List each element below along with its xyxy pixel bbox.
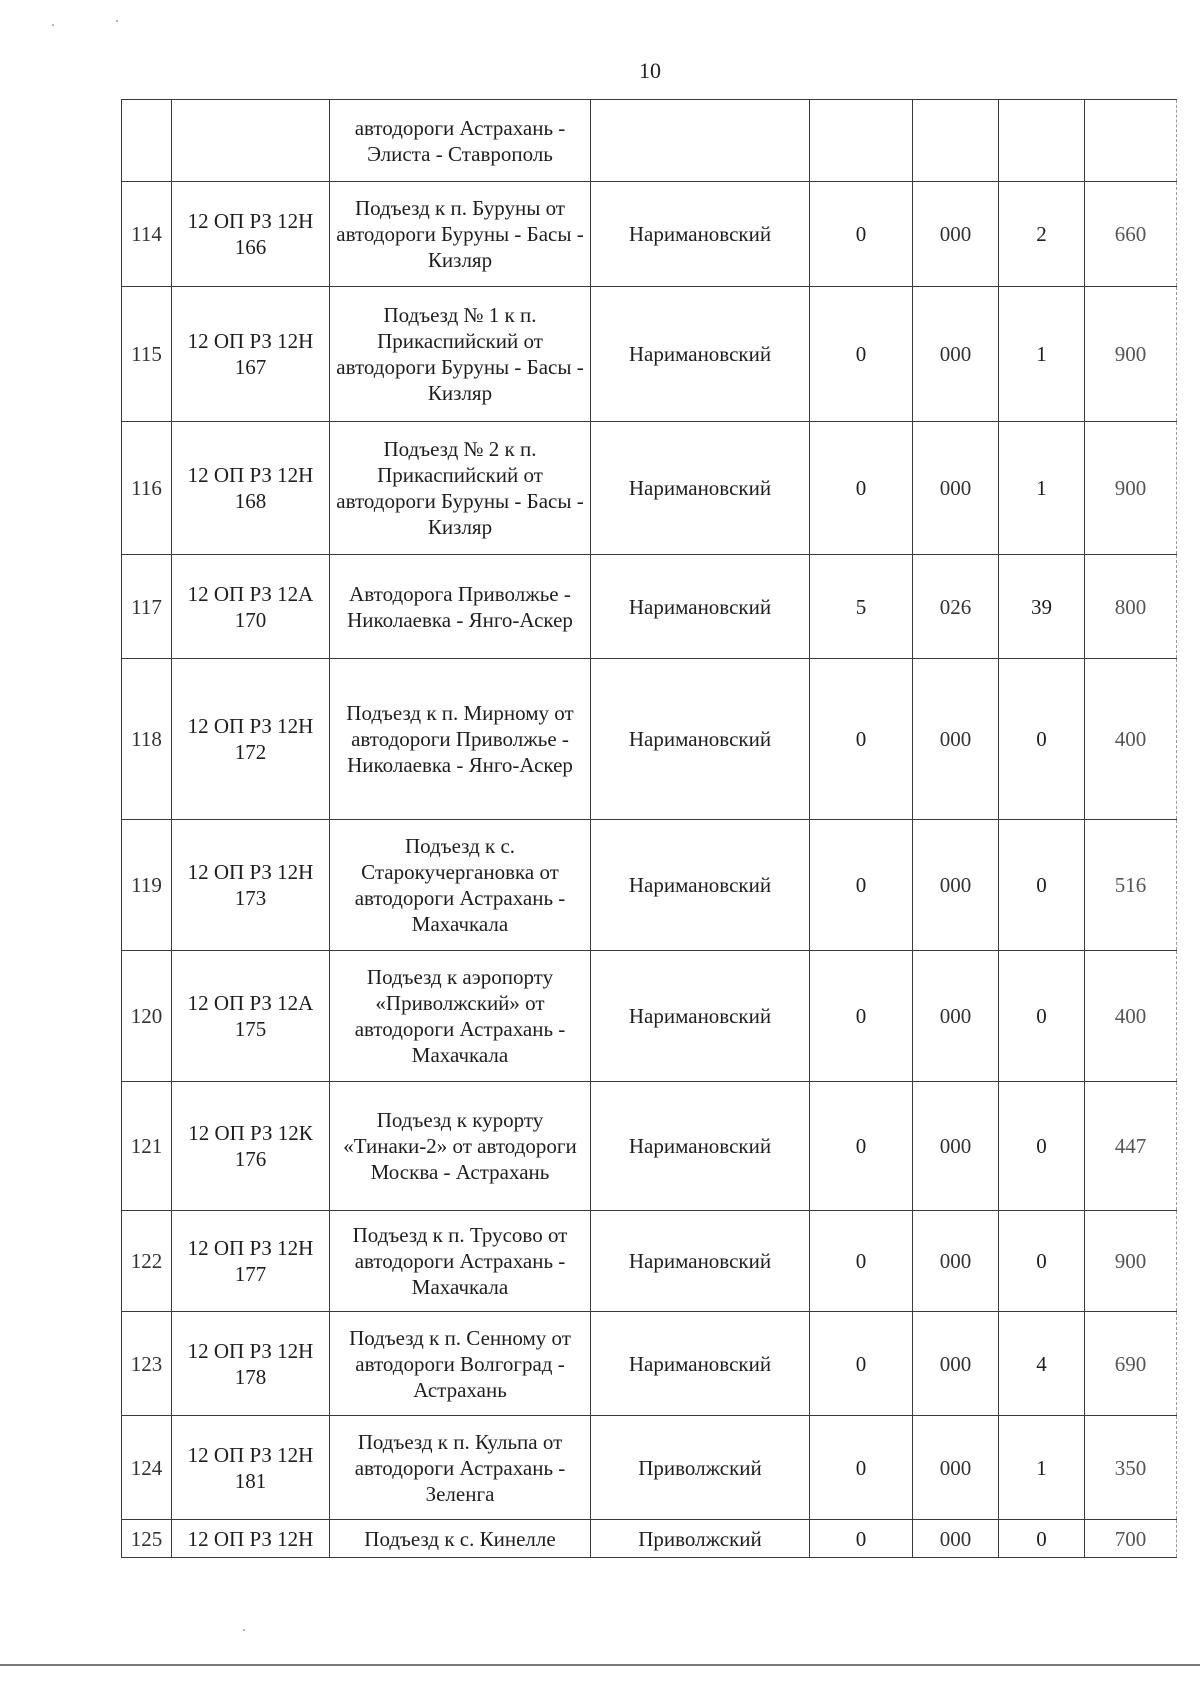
road-name-cell: Подъезд № 2 к п. Прикаспийский от автодороги Буруны - Басы - Кизляр <box>330 422 591 555</box>
start-km-cell: 0 <box>810 951 913 1082</box>
length-km-cell: 1 <box>999 1416 1085 1520</box>
row-number-cell: 115 <box>122 287 172 422</box>
length-m-cell: 700 <box>1085 1520 1177 1558</box>
length-km-cell <box>999 100 1085 182</box>
table-row <box>122 100 1177 182</box>
length-m-cell: 900 <box>1085 287 1177 422</box>
table-row <box>122 659 1177 820</box>
row-number-cell: 123 <box>122 1312 172 1416</box>
start-km-cell: 0 <box>810 659 913 820</box>
start-m-cell: 000 <box>913 287 999 422</box>
start-m-cell: 000 <box>913 182 999 287</box>
length-km-cell: 0 <box>999 1082 1085 1211</box>
roads-registry-table <box>121 99 1177 1558</box>
length-m-cell: 690 <box>1085 1312 1177 1416</box>
district-cell: Наримановский <box>591 1312 810 1416</box>
start-km-cell: 0 <box>810 287 913 422</box>
length-km-cell: 39 <box>999 555 1085 659</box>
road-name-cell: Подъезд к аэропорту «Приволжский» от автодороги Астрахань - Махачкала <box>330 951 591 1082</box>
page-bottom-rule <box>0 1664 1200 1666</box>
length-m-cell: 900 <box>1085 1211 1177 1312</box>
road-name-cell: Подъезд к с. Кинелле <box>330 1520 591 1558</box>
start-km-cell: 0 <box>810 1312 913 1416</box>
start-m-cell: 026 <box>913 555 999 659</box>
district-cell: Наримановский <box>591 422 810 555</box>
road-name-cell: Подъезд к п. Трусово от автодороги Астрахань - Махачкала <box>330 1211 591 1312</box>
scan-speck <box>243 1629 245 1631</box>
length-m-cell: 400 <box>1085 951 1177 1082</box>
district-cell: Приволжский <box>591 1520 810 1558</box>
table-row <box>122 422 1177 555</box>
table-row <box>122 951 1177 1082</box>
length-m-cell: 350 <box>1085 1416 1177 1520</box>
road-name-cell: автодороги Астрахань - Элиста - Ставрополь <box>330 100 591 182</box>
road-code-cell: 12 ОП РЗ 12Н 177 <box>172 1211 330 1312</box>
table-row <box>122 182 1177 287</box>
start-km-cell: 0 <box>810 1416 913 1520</box>
start-km-cell: 0 <box>810 1082 913 1211</box>
length-km-cell: 0 <box>999 1211 1085 1312</box>
road-code-cell: 12 ОП РЗ 12Н 172 <box>172 659 330 820</box>
district-cell: Наримановский <box>591 182 810 287</box>
row-number-cell <box>122 100 172 182</box>
length-m-cell: 900 <box>1085 422 1177 555</box>
length-km-cell: 0 <box>999 1520 1085 1558</box>
road-code-cell: 12 ОП РЗ 12К 176 <box>172 1082 330 1211</box>
start-m-cell: 000 <box>913 659 999 820</box>
district-cell: Наримановский <box>591 555 810 659</box>
road-code-cell: 12 ОП РЗ 12Н 168 <box>172 422 330 555</box>
start-m-cell: 000 <box>913 422 999 555</box>
length-km-cell: 4 <box>999 1312 1085 1416</box>
district-cell: Наримановский <box>591 1211 810 1312</box>
start-m-cell: 000 <box>913 1082 999 1211</box>
row-number-cell: 120 <box>122 951 172 1082</box>
road-code-cell: 12 ОП РЗ 12А 175 <box>172 951 330 1082</box>
row-number-cell: 114 <box>122 182 172 287</box>
start-km-cell: 0 <box>810 1211 913 1312</box>
table-row <box>122 1416 1177 1520</box>
start-m-cell: 000 <box>913 1520 999 1558</box>
table-row <box>122 1082 1177 1211</box>
table-row <box>122 555 1177 659</box>
start-km-cell <box>810 100 913 182</box>
length-m-cell: 660 <box>1085 182 1177 287</box>
start-m-cell <box>913 100 999 182</box>
table-row <box>122 820 1177 951</box>
row-number-cell: 117 <box>122 555 172 659</box>
road-name-cell: Подъезд к п. Мирному от автодороги Приволжье - Николаевка - Янго-Аскер <box>330 659 591 820</box>
length-m-cell: 400 <box>1085 659 1177 820</box>
district-cell: Наримановский <box>591 287 810 422</box>
road-name-cell: Подъезд к п. Сенному от автодороги Волгоград - Астрахань <box>330 1312 591 1416</box>
district-cell: Наримановский <box>591 820 810 951</box>
length-km-cell: 0 <box>999 820 1085 951</box>
road-code-cell: 12 ОП РЗ 12Н 173 <box>172 820 330 951</box>
road-name-cell: Подъезд к п. Буруны от автодороги Буруны - Басы - Кизляр <box>330 182 591 287</box>
table-row <box>122 1211 1177 1312</box>
length-km-cell: 1 <box>999 422 1085 555</box>
table-row <box>122 287 1177 422</box>
row-number-cell: 116 <box>122 422 172 555</box>
length-m-cell: 447 <box>1085 1082 1177 1211</box>
district-cell: Наримановский <box>591 659 810 820</box>
road-name-cell: Подъезд к курорту «Тинаки-2» от автодороги Москва - Астрахань <box>330 1082 591 1211</box>
road-code-cell: 12 ОП РЗ 12Н <box>172 1520 330 1558</box>
road-code-cell: 12 ОП РЗ 12А 170 <box>172 555 330 659</box>
row-number-cell: 124 <box>122 1416 172 1520</box>
road-code-cell <box>172 100 330 182</box>
row-number-cell: 122 <box>122 1211 172 1312</box>
district-cell: Наримановский <box>591 1082 810 1211</box>
length-km-cell: 1 <box>999 287 1085 422</box>
start-m-cell: 000 <box>913 951 999 1082</box>
road-code-cell: 12 ОП РЗ 12Н 181 <box>172 1416 330 1520</box>
length-m-cell: 516 <box>1085 820 1177 951</box>
table-row <box>122 1312 1177 1416</box>
start-km-cell: 0 <box>810 182 913 287</box>
start-m-cell: 000 <box>913 820 999 951</box>
start-km-cell: 0 <box>810 422 913 555</box>
road-code-cell: 12 ОП РЗ 12Н 166 <box>172 182 330 287</box>
start-m-cell: 000 <box>913 1312 999 1416</box>
length-km-cell: 2 <box>999 182 1085 287</box>
start-km-cell: 5 <box>810 555 913 659</box>
district-cell: Наримановский <box>591 951 810 1082</box>
length-m-cell <box>1085 100 1177 182</box>
start-m-cell: 000 <box>913 1416 999 1520</box>
table-row <box>122 1520 1177 1558</box>
row-number-cell: 125 <box>122 1520 172 1558</box>
row-number-cell: 119 <box>122 820 172 951</box>
district-cell: Приволжский <box>591 1416 810 1520</box>
road-code-cell: 12 ОП РЗ 12Н 167 <box>172 287 330 422</box>
district-cell <box>591 100 810 182</box>
page-number: 10 <box>639 58 661 83</box>
road-name-cell: Автодорога Приволжье - Николаевка - Янго-Аскер <box>330 555 591 659</box>
start-km-cell: 0 <box>810 820 913 951</box>
road-code-cell: 12 ОП РЗ 12Н 178 <box>172 1312 330 1416</box>
table-body <box>122 100 1177 1558</box>
length-km-cell: 0 <box>999 951 1085 1082</box>
row-number-cell: 118 <box>122 659 172 820</box>
row-number-cell: 121 <box>122 1082 172 1211</box>
road-name-cell: Подъезд к п. Кульпа от автодороги Астрахань - Зеленга <box>330 1416 591 1520</box>
scan-speck <box>116 20 118 22</box>
start-m-cell: 000 <box>913 1211 999 1312</box>
road-name-cell: Подъезд № 1 к п. Прикаспийский от автодороги Буруны - Басы - Кизляр <box>330 287 591 422</box>
start-km-cell: 0 <box>810 1520 913 1558</box>
length-km-cell: 0 <box>999 659 1085 820</box>
road-name-cell: Подъезд к с. Старокучергановка от автодороги Астрахань - Махачкала <box>330 820 591 951</box>
length-m-cell: 800 <box>1085 555 1177 659</box>
scan-speck <box>52 24 54 26</box>
